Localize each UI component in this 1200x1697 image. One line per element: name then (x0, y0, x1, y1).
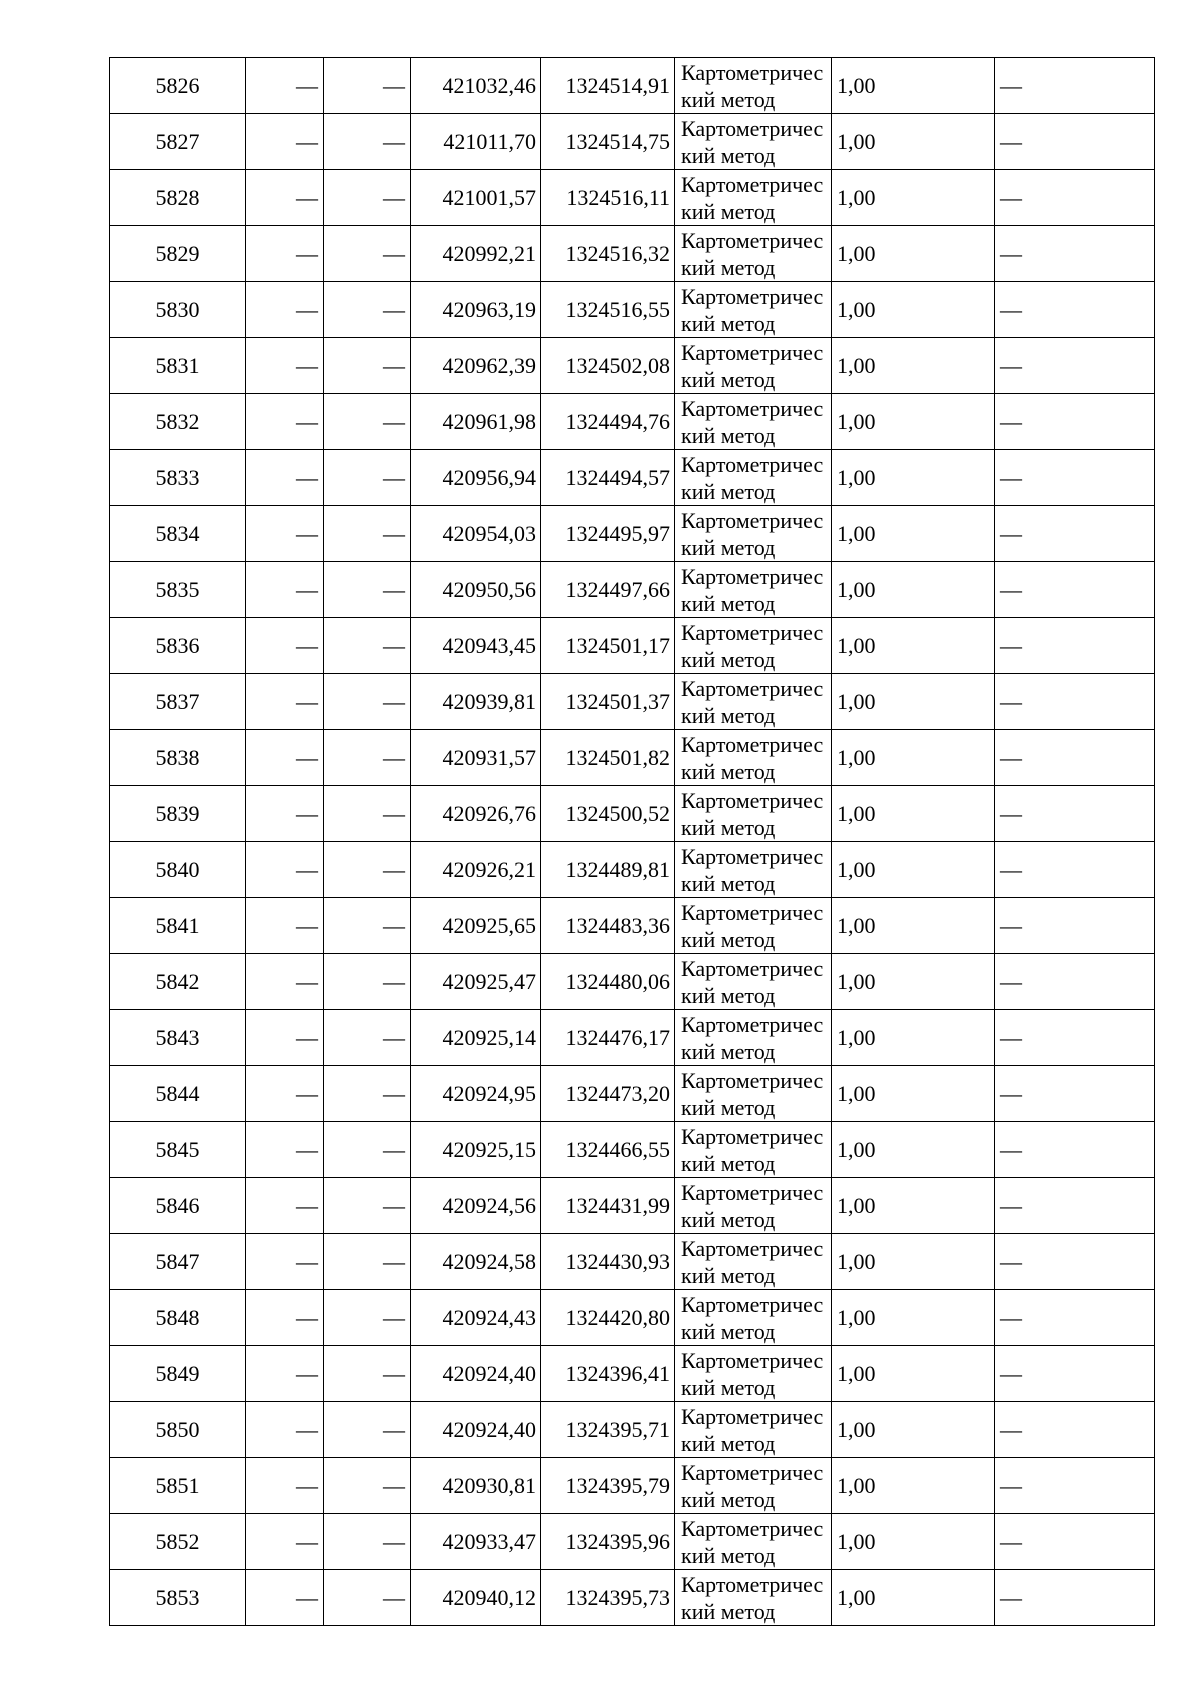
method-cell (675, 1234, 832, 1290)
method-cell (675, 1570, 832, 1626)
old-x-cell: — (246, 226, 324, 282)
description-cell: — (995, 338, 1155, 394)
old-x-cell: — (246, 282, 324, 338)
new-x-cell: 420939,81 (411, 674, 541, 730)
new-y-cell: 1324395,79 (541, 1458, 675, 1514)
method-cell (675, 394, 832, 450)
old-y-cell: — (324, 730, 411, 786)
new-y-cell: 1324501,17 (541, 618, 675, 674)
method-text: Картометрический метод (681, 843, 824, 896)
table-row (110, 282, 1155, 338)
new-y-cell: 1324514,91 (541, 58, 675, 114)
error-cell: 1,00 (832, 954, 995, 1010)
point-number-cell: 5848 (110, 1290, 246, 1346)
old-x-cell: — (246, 1458, 324, 1514)
description-cell: — (995, 506, 1155, 562)
method-cell (675, 1402, 832, 1458)
description-cell: — (995, 1122, 1155, 1178)
old-x-cell: — (246, 1346, 324, 1402)
new-x-cell: 420950,56 (411, 562, 541, 618)
description-cell: — (995, 170, 1155, 226)
method-cell (675, 1514, 832, 1570)
old-x-cell: — (246, 1514, 324, 1570)
new-x-cell: 420940,12 (411, 1570, 541, 1626)
old-y-cell: — (324, 394, 411, 450)
error-cell: 1,00 (832, 562, 995, 618)
old-x-cell: — (246, 1234, 324, 1290)
description-cell: — (995, 786, 1155, 842)
error-cell: 1,00 (832, 1570, 995, 1626)
point-number-cell: 5836 (110, 618, 246, 674)
error-cell: 1,00 (832, 58, 995, 114)
old-x-cell: — (246, 394, 324, 450)
method-text: Картометрический метод (681, 1403, 824, 1456)
error-cell: 1,00 (832, 170, 995, 226)
description-cell: — (995, 226, 1155, 282)
old-y-cell: — (324, 58, 411, 114)
old-y-cell: — (324, 170, 411, 226)
description-cell: — (995, 1010, 1155, 1066)
coordinates-table (109, 57, 1155, 1626)
point-number-cell: 5830 (110, 282, 246, 338)
old-y-cell: — (324, 1010, 411, 1066)
table-row (110, 450, 1155, 506)
method-cell (675, 338, 832, 394)
table-row (110, 1234, 1155, 1290)
table-body (110, 58, 1155, 1626)
method-cell (675, 58, 832, 114)
old-y-cell: — (324, 1514, 411, 1570)
old-x-cell: — (246, 842, 324, 898)
new-y-cell: 1324476,17 (541, 1010, 675, 1066)
point-number-cell: 5842 (110, 954, 246, 1010)
table-row (110, 674, 1155, 730)
method-cell (675, 898, 832, 954)
new-x-cell: 421001,57 (411, 170, 541, 226)
new-y-cell: 1324502,08 (541, 338, 675, 394)
error-cell: 1,00 (832, 842, 995, 898)
new-x-cell: 420925,14 (411, 1010, 541, 1066)
description-cell: — (995, 282, 1155, 338)
table-row (110, 1346, 1155, 1402)
old-y-cell: — (324, 1178, 411, 1234)
table-row (110, 898, 1155, 954)
method-text: Картометрический метод (681, 1011, 824, 1064)
method-text: Картометрический метод (681, 115, 824, 168)
method-cell (675, 674, 832, 730)
new-y-cell: 1324494,76 (541, 394, 675, 450)
description-cell: — (995, 58, 1155, 114)
old-x-cell: — (246, 1010, 324, 1066)
method-cell (675, 786, 832, 842)
description-cell: — (995, 394, 1155, 450)
description-cell: — (995, 618, 1155, 674)
method-text: Картометрический метод (681, 171, 824, 224)
error-cell: 1,00 (832, 1290, 995, 1346)
method-text: Картометрический метод (681, 563, 824, 616)
old-y-cell: — (324, 450, 411, 506)
table-row (110, 1178, 1155, 1234)
table-row (110, 1402, 1155, 1458)
description-cell: — (995, 1570, 1155, 1626)
error-cell: 1,00 (832, 898, 995, 954)
table-row (110, 114, 1155, 170)
new-x-cell: 420992,21 (411, 226, 541, 282)
old-x-cell: — (246, 1570, 324, 1626)
method-text: Картометрический метод (681, 283, 824, 336)
description-cell: — (995, 730, 1155, 786)
point-number-cell: 5844 (110, 1066, 246, 1122)
method-text: Картометрический метод (681, 787, 824, 840)
method-text: Картометрический метод (681, 507, 824, 560)
new-x-cell: 420930,81 (411, 1458, 541, 1514)
method-text: Картометрический метод (681, 1123, 824, 1176)
old-y-cell: — (324, 338, 411, 394)
new-y-cell: 1324473,20 (541, 1066, 675, 1122)
old-x-cell: — (246, 954, 324, 1010)
description-cell: — (995, 1346, 1155, 1402)
new-y-cell: 1324500,52 (541, 786, 675, 842)
point-number-cell: 5828 (110, 170, 246, 226)
table-row (110, 1122, 1155, 1178)
table-row (110, 226, 1155, 282)
new-x-cell: 420925,15 (411, 1122, 541, 1178)
old-x-cell: — (246, 898, 324, 954)
old-y-cell: — (324, 842, 411, 898)
table-row (110, 338, 1155, 394)
old-y-cell: — (324, 226, 411, 282)
error-cell: 1,00 (832, 1066, 995, 1122)
method-cell (675, 1122, 832, 1178)
old-y-cell: — (324, 1122, 411, 1178)
new-x-cell: 420924,56 (411, 1178, 541, 1234)
method-text: Картометрический метод (681, 1459, 824, 1512)
new-y-cell: 1324431,99 (541, 1178, 675, 1234)
old-y-cell: — (324, 954, 411, 1010)
method-cell (675, 114, 832, 170)
old-y-cell: — (324, 898, 411, 954)
new-x-cell: 420924,95 (411, 1066, 541, 1122)
table-row (110, 1066, 1155, 1122)
description-cell: — (995, 1458, 1155, 1514)
new-x-cell: 420925,65 (411, 898, 541, 954)
point-number-cell: 5850 (110, 1402, 246, 1458)
error-cell: 1,00 (832, 786, 995, 842)
method-text: Картометрический метод (681, 1235, 824, 1288)
table-row (110, 1458, 1155, 1514)
description-cell: — (995, 898, 1155, 954)
new-x-cell: 420924,43 (411, 1290, 541, 1346)
new-x-cell: 420924,40 (411, 1346, 541, 1402)
table-row (110, 506, 1155, 562)
old-x-cell: — (246, 114, 324, 170)
point-number-cell: 5846 (110, 1178, 246, 1234)
description-cell: — (995, 562, 1155, 618)
error-cell: 1,00 (832, 338, 995, 394)
error-cell: 1,00 (832, 618, 995, 674)
old-x-cell: — (246, 1066, 324, 1122)
method-text: Картометрический метод (681, 955, 824, 1008)
table-row (110, 394, 1155, 450)
table-row (110, 954, 1155, 1010)
description-cell: — (995, 1066, 1155, 1122)
old-x-cell: — (246, 58, 324, 114)
error-cell: 1,00 (832, 394, 995, 450)
point-number-cell: 5852 (110, 1514, 246, 1570)
method-cell (675, 1290, 832, 1346)
table-row (110, 170, 1155, 226)
point-number-cell: 5838 (110, 730, 246, 786)
new-y-cell: 1324516,55 (541, 282, 675, 338)
new-y-cell: 1324514,75 (541, 114, 675, 170)
error-cell: 1,00 (832, 1234, 995, 1290)
error-cell: 1,00 (832, 1458, 995, 1514)
point-number-cell: 5833 (110, 450, 246, 506)
new-y-cell: 1324480,06 (541, 954, 675, 1010)
method-text: Картометрический метод (681, 59, 824, 112)
description-cell: — (995, 954, 1155, 1010)
method-text: Картометрический метод (681, 899, 824, 952)
method-text: Картометрический метод (681, 451, 824, 504)
point-number-cell: 5837 (110, 674, 246, 730)
table-row (110, 58, 1155, 114)
new-y-cell: 1324495,97 (541, 506, 675, 562)
new-x-cell: 420931,57 (411, 730, 541, 786)
old-y-cell: — (324, 1290, 411, 1346)
new-y-cell: 1324489,81 (541, 842, 675, 898)
old-x-cell: — (246, 1178, 324, 1234)
method-text: Картометрический метод (681, 1067, 824, 1120)
old-y-cell: — (324, 1402, 411, 1458)
error-cell: 1,00 (832, 1346, 995, 1402)
error-cell: 1,00 (832, 1010, 995, 1066)
point-number-cell: 5853 (110, 1570, 246, 1626)
new-x-cell: 421032,46 (411, 58, 541, 114)
method-text: Картометрический метод (681, 1347, 824, 1400)
old-y-cell: — (324, 786, 411, 842)
old-x-cell: — (246, 338, 324, 394)
new-x-cell: 421011,70 (411, 114, 541, 170)
point-number-cell: 5839 (110, 786, 246, 842)
new-x-cell: 420956,94 (411, 450, 541, 506)
method-cell (675, 1178, 832, 1234)
new-x-cell: 420961,98 (411, 394, 541, 450)
old-x-cell: — (246, 618, 324, 674)
point-number-cell: 5827 (110, 114, 246, 170)
error-cell: 1,00 (832, 1178, 995, 1234)
error-cell: 1,00 (832, 226, 995, 282)
method-text: Картометрический метод (681, 1179, 824, 1232)
new-y-cell: 1324501,82 (541, 730, 675, 786)
method-cell (675, 842, 832, 898)
point-number-cell: 5832 (110, 394, 246, 450)
table-row (110, 730, 1155, 786)
error-cell: 1,00 (832, 450, 995, 506)
table-row (110, 842, 1155, 898)
point-number-cell: 5834 (110, 506, 246, 562)
new-y-cell: 1324395,96 (541, 1514, 675, 1570)
new-y-cell: 1324494,57 (541, 450, 675, 506)
old-x-cell: — (246, 170, 324, 226)
method-cell (675, 1010, 832, 1066)
new-x-cell: 420963,19 (411, 282, 541, 338)
new-y-cell: 1324396,41 (541, 1346, 675, 1402)
method-text: Картометрический метод (681, 227, 824, 280)
point-number-cell: 5835 (110, 562, 246, 618)
point-number-cell: 5847 (110, 1234, 246, 1290)
new-y-cell: 1324420,80 (541, 1290, 675, 1346)
method-cell (675, 282, 832, 338)
method-cell (675, 506, 832, 562)
old-x-cell: — (246, 450, 324, 506)
old-y-cell: — (324, 1066, 411, 1122)
new-x-cell: 420943,45 (411, 618, 541, 674)
old-y-cell: — (324, 282, 411, 338)
method-text: Картометрический метод (681, 1291, 824, 1344)
method-cell (675, 226, 832, 282)
error-cell: 1,00 (832, 730, 995, 786)
new-y-cell: 1324395,73 (541, 1570, 675, 1626)
table-row (110, 1010, 1155, 1066)
method-cell (675, 618, 832, 674)
old-y-cell: — (324, 562, 411, 618)
description-cell: — (995, 1234, 1155, 1290)
old-y-cell: — (324, 618, 411, 674)
error-cell: 1,00 (832, 1122, 995, 1178)
new-y-cell: 1324466,55 (541, 1122, 675, 1178)
description-cell: — (995, 450, 1155, 506)
old-x-cell: — (246, 506, 324, 562)
old-x-cell: — (246, 786, 324, 842)
old-x-cell: — (246, 1290, 324, 1346)
new-y-cell: 1324483,36 (541, 898, 675, 954)
description-cell: — (995, 114, 1155, 170)
method-cell (675, 562, 832, 618)
new-y-cell: 1324516,32 (541, 226, 675, 282)
new-y-cell: 1324430,93 (541, 1234, 675, 1290)
description-cell: — (995, 842, 1155, 898)
method-text: Картометрический метод (681, 1571, 824, 1624)
point-number-cell: 5849 (110, 1346, 246, 1402)
new-x-cell: 420933,47 (411, 1514, 541, 1570)
error-cell: 1,00 (832, 114, 995, 170)
old-x-cell: — (246, 730, 324, 786)
table-row (110, 786, 1155, 842)
new-y-cell: 1324395,71 (541, 1402, 675, 1458)
description-cell: — (995, 674, 1155, 730)
new-x-cell: 420925,47 (411, 954, 541, 1010)
new-x-cell: 420926,76 (411, 786, 541, 842)
error-cell: 1,00 (832, 1402, 995, 1458)
description-cell: — (995, 1178, 1155, 1234)
error-cell: 1,00 (832, 506, 995, 562)
old-y-cell: — (324, 1346, 411, 1402)
new-y-cell: 1324501,37 (541, 674, 675, 730)
old-x-cell: — (246, 1402, 324, 1458)
table-row (110, 1290, 1155, 1346)
old-x-cell: — (246, 674, 324, 730)
method-cell (675, 1346, 832, 1402)
old-y-cell: — (324, 674, 411, 730)
table-row (110, 1570, 1155, 1626)
method-cell (675, 954, 832, 1010)
method-text: Картометрический метод (681, 1515, 824, 1568)
error-cell: 1,00 (832, 1514, 995, 1570)
new-x-cell: 420924,40 (411, 1402, 541, 1458)
point-number-cell: 5851 (110, 1458, 246, 1514)
table-row (110, 562, 1155, 618)
table-row (110, 618, 1155, 674)
method-cell (675, 730, 832, 786)
old-y-cell: — (324, 506, 411, 562)
new-y-cell: 1324516,11 (541, 170, 675, 226)
old-y-cell: — (324, 114, 411, 170)
old-y-cell: — (324, 1234, 411, 1290)
method-cell (675, 1066, 832, 1122)
point-number-cell: 5840 (110, 842, 246, 898)
method-cell (675, 450, 832, 506)
point-number-cell: 5829 (110, 226, 246, 282)
description-cell: — (995, 1514, 1155, 1570)
method-cell (675, 1458, 832, 1514)
old-x-cell: — (246, 1122, 324, 1178)
point-number-cell: 5843 (110, 1010, 246, 1066)
new-x-cell: 420954,03 (411, 506, 541, 562)
description-cell: — (995, 1402, 1155, 1458)
error-cell: 1,00 (832, 282, 995, 338)
old-y-cell: — (324, 1458, 411, 1514)
new-x-cell: 420962,39 (411, 338, 541, 394)
method-text: Картометрический метод (681, 395, 824, 448)
method-text: Картометрический метод (681, 675, 824, 728)
method-text: Картометрический метод (681, 731, 824, 784)
old-x-cell: — (246, 562, 324, 618)
point-number-cell: 5845 (110, 1122, 246, 1178)
method-cell (675, 170, 832, 226)
description-cell: — (995, 1290, 1155, 1346)
point-number-cell: 5831 (110, 338, 246, 394)
new-x-cell: 420924,58 (411, 1234, 541, 1290)
point-number-cell: 5841 (110, 898, 246, 954)
table-row (110, 1514, 1155, 1570)
new-x-cell: 420926,21 (411, 842, 541, 898)
point-number-cell: 5826 (110, 58, 246, 114)
new-y-cell: 1324497,66 (541, 562, 675, 618)
error-cell: 1,00 (832, 674, 995, 730)
method-text: Картометрический метод (681, 619, 824, 672)
old-y-cell: — (324, 1570, 411, 1626)
method-text: Картометрический метод (681, 339, 824, 392)
